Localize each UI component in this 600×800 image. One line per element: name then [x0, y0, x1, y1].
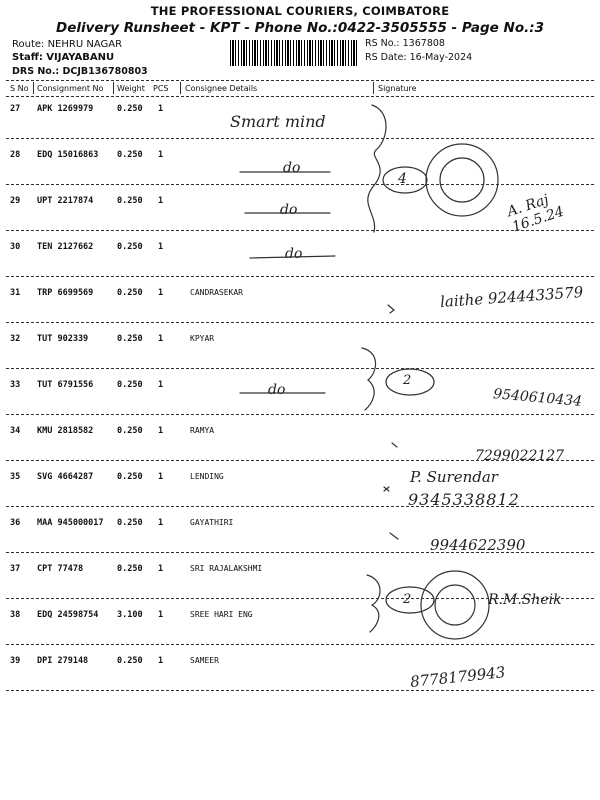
row-pcs: 1: [158, 610, 164, 620]
row-weight: 0.250: [117, 242, 143, 252]
stamp-ring-inner: [435, 585, 475, 625]
handwritten-ditto: do: [283, 160, 301, 176]
row-consignment-no: TRP 6699569: [37, 288, 94, 298]
row-consignment-no: TUT 6791556: [37, 380, 94, 390]
row-sno: 38: [10, 610, 21, 620]
handwritten-ditto: do: [285, 246, 303, 262]
row-consignment-no: TEN 2127662: [37, 242, 94, 252]
col-pcs: PCS: [153, 84, 169, 93]
col-signature: Signature: [378, 84, 417, 93]
col-consignee: Consignee Details: [185, 84, 258, 93]
row-weight: 0.250: [117, 656, 143, 666]
tick-mark: [384, 487, 389, 491]
row-pcs: 1: [158, 564, 164, 574]
row-pcs: 1: [158, 104, 164, 114]
row-sno: 33: [10, 380, 21, 390]
row-consignee: KPYAR: [190, 334, 215, 343]
handwritten-name: R.M.Sheik: [488, 592, 562, 608]
tick-mark: [392, 443, 397, 447]
row-consignment-no: MAA 945000017: [37, 518, 104, 528]
handwritten-signature: laithe 9244433579: [439, 283, 584, 311]
row-consignment-no: EDQ 24598754: [37, 610, 99, 620]
row-sno: 37: [10, 564, 21, 574]
row-consignment-no: CPT 77478: [37, 564, 84, 574]
drs-number: DRS No.: DCJB136780803: [12, 66, 148, 77]
row-pcs: 1: [158, 242, 164, 252]
col-weight: Weight: [117, 84, 145, 93]
row-pcs: 1: [158, 150, 164, 160]
row-sno: 28: [10, 150, 21, 160]
check-mark: [388, 305, 394, 313]
row-consignee: SRI RAJALAKSHMI: [190, 564, 263, 573]
col-sno: S No: [10, 84, 29, 93]
rs-date: RS Date: 16-May-2024: [365, 52, 473, 63]
brace-mark: [362, 348, 376, 410]
row-pcs: 1: [158, 426, 164, 436]
stamp-ring: [426, 144, 498, 216]
row-consignment-no: UPT 2217874: [37, 196, 94, 206]
row-consignment-no: SVG 4664287: [37, 472, 94, 482]
brace-mark: [368, 105, 386, 232]
row-sno: 30: [10, 242, 21, 252]
row-weight: 0.250: [117, 150, 143, 160]
row-sno: 39: [10, 656, 21, 666]
row-consignment-no: EDQ 15016863: [37, 150, 99, 160]
handwritten-phone: 7299022127: [475, 448, 565, 464]
handwritten-ditto: do: [268, 382, 286, 398]
row-pcs: 1: [158, 334, 164, 344]
row-weight: 0.250: [117, 104, 143, 114]
row-consignment-no: TUT 902339: [37, 334, 89, 344]
row-consignment-no: APK 1269979: [37, 104, 94, 114]
row-weight: 3.100: [117, 610, 143, 620]
row-sno: 34: [10, 426, 21, 436]
row-weight: 0.250: [117, 380, 143, 390]
row-sno: 31: [10, 288, 21, 298]
row-consignee: GAYATHIRI: [190, 518, 234, 527]
row-sno: 29: [10, 196, 21, 206]
col-consignment: Consignment No: [37, 84, 104, 93]
stamp-ring-inner: [440, 158, 484, 202]
row-weight: 0.250: [117, 426, 143, 436]
handwritten-phone: 9540610434: [492, 386, 583, 410]
handwritten-ditto: do: [280, 202, 298, 218]
handwritten-smart-mind: Smart mind: [230, 112, 326, 131]
row-sno: 27: [10, 104, 21, 114]
staff-label: Staff: VIJAYABANU: [12, 52, 115, 63]
handwritten-phone: 8778179943: [409, 663, 507, 691]
row-consignment-no: DPI 279148: [37, 656, 89, 666]
handwritten-phone: 9345338812: [408, 490, 520, 509]
handwritten-count: 4: [398, 171, 407, 187]
row-consignee: SAMEER: [190, 656, 219, 665]
row-pcs: 1: [158, 380, 164, 390]
row-pcs: 1: [158, 288, 164, 298]
tick-mark: [390, 533, 398, 539]
row-pcs: 1: [158, 196, 164, 206]
brace-mark: [367, 575, 380, 632]
row-consignee: LENDING: [190, 472, 224, 481]
rs-number: RS No.: 1367808: [365, 38, 445, 49]
row-weight: 0.250: [117, 334, 143, 344]
row-consignee: SREE HARI ENG: [190, 610, 253, 619]
row-sno: 32: [10, 334, 21, 344]
row-sno: 36: [10, 518, 21, 528]
row-weight: 0.250: [117, 288, 143, 298]
row-sno: 35: [10, 472, 21, 482]
row-weight: 0.250: [117, 472, 143, 482]
row-pcs: 1: [158, 518, 164, 528]
row-pcs: 1: [158, 656, 164, 666]
stamp-ring: [421, 571, 489, 639]
runsheet-title: Delivery Runsheet - KPT - Phone No.:0422-3505555 - Page No.:3: [55, 20, 545, 36]
row-weight: 0.250: [117, 196, 143, 206]
row-weight: 0.250: [117, 564, 143, 574]
handwritten-name: P. Surendar: [410, 468, 498, 486]
row-consignment-no: KMU 2818582: [37, 426, 94, 436]
row-weight: 0.250: [117, 518, 143, 528]
handwritten-phone: 9944622390: [430, 536, 526, 554]
row-consignee: RAMYA: [190, 426, 215, 435]
row-pcs: 1: [158, 472, 164, 482]
route-label: Route: NEHRU NAGAR: [12, 39, 123, 50]
row-consignee: CANDRASEKAR: [190, 288, 243, 297]
handwritten-signature: A. Raj 16.5.24: [505, 191, 567, 236]
company-title: THE PROFESSIONAL COURIERS, COIMBATORE: [150, 4, 450, 18]
handwritten-count: 2: [403, 373, 412, 388]
handwritten-count: 2: [403, 592, 412, 607]
